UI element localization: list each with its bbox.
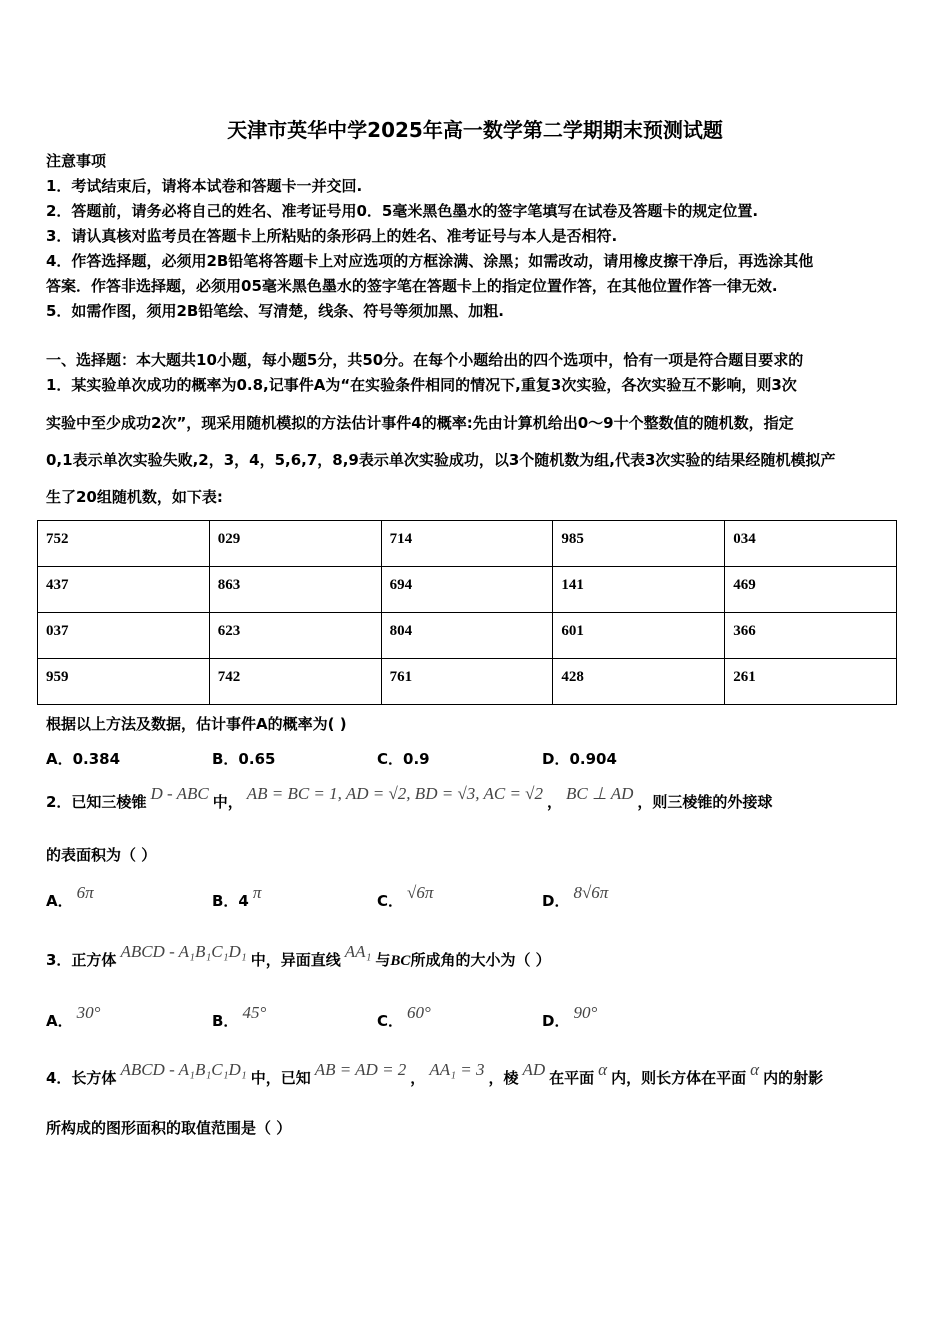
table-cell: 714 [381, 521, 553, 567]
table-cell: 469 [725, 567, 897, 613]
q2-option-b [212, 883, 265, 911]
q3-math: AA₁ [344, 942, 372, 961]
q2-option-d [542, 883, 612, 911]
table-cell: 261 [725, 659, 897, 705]
q1-option-b: B．0.65 [212, 750, 276, 768]
notes-heading: 注意事项 [46, 152, 107, 170]
option-label: B．4 [212, 892, 249, 910]
table-cell: 601 [553, 613, 725, 659]
note-item: 5．如需作图，须用2B铅笔绘、写清楚，线条、符号等须加黑、加粗. [46, 302, 505, 320]
q1-text: 0,1表示单次实验失败,2，3，4，5,6,7，8,9表示单次实验成功，以3个随机数为组,代表3次实验的结果经随机模拟产 [46, 451, 836, 469]
q4-text [46, 1060, 824, 1088]
option-value: 30° [76, 1003, 101, 1022]
q1-option-c: C．0.9 [377, 750, 430, 768]
q3-option-a [46, 1003, 104, 1031]
option-value: 45° [242, 1003, 267, 1022]
option-label: A． [46, 892, 73, 910]
q4-text-part: 内，则长方体在平面 [611, 1069, 747, 1087]
option-value: π [252, 883, 262, 902]
option-label: C． [377, 1012, 404, 1030]
q4-text-part: ， [410, 1069, 426, 1087]
q2-prefix: 2．已知三棱锥 [46, 793, 147, 811]
q3-text-part: 所成角的大小为（ ） [410, 951, 551, 969]
page-title: 天津市英华中学2025年高一数学第二学期期末预测试题 [227, 118, 723, 142]
q4-math: α [598, 1060, 608, 1079]
q1-text: 实验中至少成功2次”，现采用随机模拟的方法估计事件4的概率:先由计算机给出0～9十个整数值的随机数，指定 [46, 414, 794, 432]
table-cell: 985 [553, 521, 725, 567]
section-heading: 一、选择题：本大题共10小题，每小题5分，共50分。在每个小题给出的四个选项中，恰有一项是符合题目要求的 [46, 351, 804, 369]
q3-prefix: 3．正方体 [46, 951, 117, 969]
option-value: 8√6π [573, 883, 609, 902]
note-item: 3．请认真核对监考员在答题卡上所粘贴的条形码上的姓名、准考证号与本人是否相符. [46, 227, 618, 245]
option-value: √6π [407, 883, 434, 902]
q2-math: BC ⊥ AD [566, 784, 634, 803]
q2-text [46, 784, 773, 812]
table-cell: 623 [209, 613, 381, 659]
table-cell: 804 [381, 613, 553, 659]
option-label: A． [46, 1012, 73, 1030]
q3-text-part: 与 [375, 951, 391, 969]
q4-math: α [750, 1060, 760, 1079]
q2-option-a [46, 883, 98, 911]
option-value: 6π [76, 883, 94, 902]
table-cell: 742 [209, 659, 381, 705]
q2-text-part: ，则三棱锥的外接球 [637, 793, 773, 811]
table-cell: 863 [209, 567, 381, 613]
q2-option-c [377, 883, 437, 911]
q3-option-b [212, 1003, 270, 1031]
table-cell: 029 [209, 521, 381, 567]
q4-text-part: 内的射影 [763, 1069, 824, 1087]
q4-text: 所构成的图形面积的取值范围是（ ） [46, 1119, 292, 1137]
q4-math: AB = AD = 2 [314, 1060, 407, 1079]
q3-option-c [377, 1003, 435, 1031]
q4-math: ABCD - A₁B₁C₁D₁ [120, 1060, 247, 1079]
table-row [38, 567, 897, 613]
q4-text-part: 在平面 [549, 1069, 595, 1087]
q1-text: 1．某实验单次成功的概率为0.8,记事件A为“在实验条件相同的情况下,重复3次实验，各次实验互不影响，则3次 [46, 376, 797, 394]
q2-text: 的表面积为（ ） [46, 846, 157, 864]
option-value: 90° [573, 1003, 598, 1022]
note-item: 1．考试结束后，请将本试卷和答题卡一并交回. [46, 177, 363, 195]
q3-text-part: 中，异面直线 [250, 951, 341, 969]
q2-math: AB = BC = 1, AD = √2, BD = √3, AC = √2 [246, 784, 543, 803]
table-cell: 752 [38, 521, 210, 567]
q4-text-part: ，棱 [488, 1069, 519, 1087]
q3-text [46, 942, 551, 971]
table-cell: 366 [725, 613, 897, 659]
table-cell: 428 [553, 659, 725, 705]
table-cell: 694 [381, 567, 553, 613]
option-label: B． [212, 1012, 239, 1030]
q2-text-part: ， [547, 793, 563, 811]
option-value: 60° [407, 1003, 431, 1022]
table-cell: 141 [553, 567, 725, 613]
table-row [38, 613, 897, 659]
random-number-table [37, 520, 897, 705]
q3-math: BC [390, 953, 411, 969]
q3-math: ABCD - A₁B₁C₁D₁ [120, 942, 247, 961]
option-label: C． [377, 892, 404, 910]
q1-question: 根据以上方法及数据，估计事件A的概率为( ) [46, 715, 347, 733]
note-item: 4．作答选择题，必须用2B铅笔将答题卡上对应选项的方框涂满、涂黑；如需改动，请用橡皮擦干净后，再选涂其他 [46, 252, 814, 270]
q1-option-d: D．0.904 [542, 750, 617, 768]
q4-math: AD [522, 1060, 546, 1079]
q4-prefix: 4．长方体 [46, 1069, 117, 1087]
q4-math: AA₁ = 3 [429, 1060, 485, 1079]
option-label: D． [542, 892, 570, 910]
table-cell: 761 [381, 659, 553, 705]
note-item: 答案．作答非选择题，必须用05毫米黑色墨水的签字笔在答题卡上的指定位置作答，在其他位置作答一律无效. [46, 277, 778, 295]
note-item: 2．答题前，请务必将自己的姓名、准考证号用0．5毫米黑色墨水的签字笔填写在试卷及答题卡的规定位置. [46, 202, 759, 220]
table-cell: 034 [725, 521, 897, 567]
option-label: D． [542, 1012, 570, 1030]
q4-text-part: 中，已知 [250, 1069, 311, 1087]
table-row [38, 521, 897, 567]
q3-option-d [542, 1003, 601, 1031]
q1-option-a: A．0.384 [46, 750, 121, 768]
table-cell: 437 [38, 567, 210, 613]
q2-text-part: 中， [212, 793, 243, 811]
table-row [38, 659, 897, 705]
table-cell: 959 [38, 659, 210, 705]
table-cell: 037 [38, 613, 210, 659]
q2-math: D - ABC [150, 784, 209, 803]
q1-text: 生了20组随机数，如下表: [46, 488, 223, 506]
